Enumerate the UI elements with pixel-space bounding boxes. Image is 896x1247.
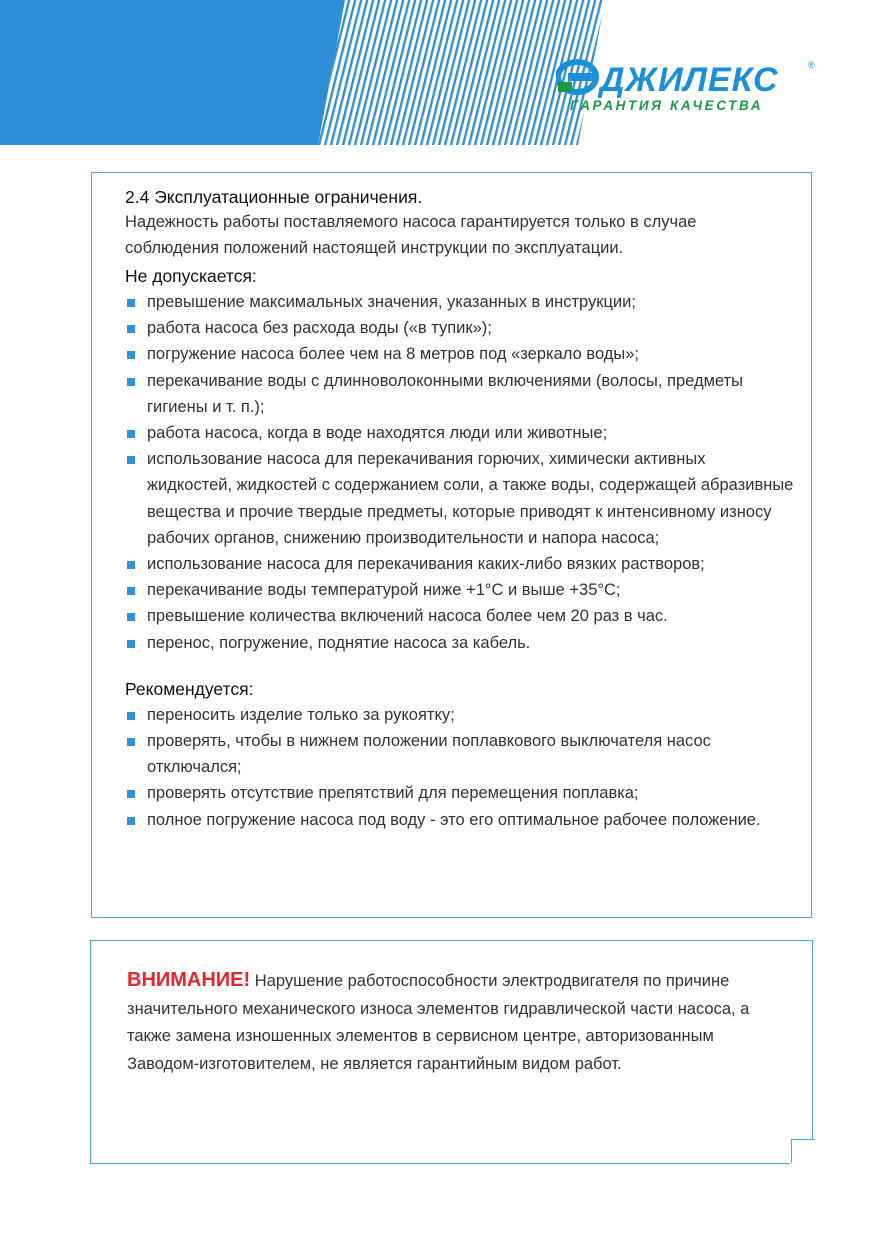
list-item-text: превышение количества включений насоса более чем 20 раз в час. [147, 607, 668, 626]
bullet-square-icon [127, 430, 135, 438]
bullet-square-icon [127, 712, 135, 720]
restrictions-box [91, 172, 812, 918]
registered-mark: ® [808, 60, 815, 70]
list-item-text: погружение насоса более чем на 8 метров под «зеркало воды»; [147, 345, 640, 364]
list-item [125, 551, 795, 577]
list-item [125, 630, 795, 656]
list-item [125, 315, 795, 341]
list-item [125, 446, 795, 551]
list-item [125, 289, 795, 315]
list-item-text: проверять, чтобы в нижнем положении поплавкового выключателя насос отключался; [147, 732, 711, 777]
bullet-square-icon [127, 456, 135, 464]
list-item-text: превышение максимальных значения, указанных в инструкции; [147, 293, 636, 311]
list-item [125, 702, 795, 728]
list-item-text: перекачивание воды температурой ниже +1°С и выше +35°С; [147, 581, 621, 600]
section-title: 2.4 Эксплуатационные ограничения. [125, 187, 423, 207]
bullet-square-icon [127, 738, 135, 746]
bullet-square-icon [127, 378, 135, 386]
list-item-text: перенос, погружение, поднятие насоса за кабель. [147, 633, 531, 652]
warning-label: ВНИМАНИЕ! [127, 969, 251, 991]
logo-tagline: ГАРАНТИЯ КАЧЕСТВА [570, 98, 764, 113]
dzhileks-logo [556, 58, 818, 122]
logo-name: ДЖИЛЕКС [600, 61, 779, 99]
page-header [0, 0, 896, 145]
list-item-text: работа насоса, когда в воде находятся люди или животные; [147, 424, 608, 443]
bullet-square-icon [127, 817, 135, 825]
bullet-square-icon [127, 299, 135, 307]
bullet-square-icon [127, 587, 135, 595]
section-intro: Надежность работы поставляемого насоса гарантируется только в случае соблюдения положений настоящей инструкции по эксплуатации. [125, 213, 697, 257]
list-item [125, 603, 795, 629]
recommended-list [125, 702, 795, 833]
warning-text: Нарушение работоспособности электродвигателя по причине значительного механического износа элементов гидравлической части насоса, а также замена изношенных элементов в сервисном центре, авторизованным Заводом-изготовителем, не является гарантийным видом работ. [127, 972, 750, 1073]
list-item-text: работа насоса без расхода воды («в тупик»); [147, 319, 492, 338]
list-item [125, 577, 795, 603]
list-item [125, 807, 795, 833]
list-item [125, 341, 795, 367]
list-item-text: переносить изделие только за рукоятку; [147, 705, 455, 724]
not-allowed-list [125, 289, 795, 656]
list-item [125, 728, 795, 780]
bullet-square-icon [127, 640, 135, 648]
box-corner-notch [790, 1139, 814, 1165]
list-item [125, 368, 795, 420]
warning-box [90, 940, 813, 1164]
bullet-square-icon [127, 790, 135, 798]
not-allowed-heading: Не допускается: [125, 266, 257, 286]
recommended-heading: Рекомендуется: [125, 678, 254, 699]
list-item-text: использование насоса для перекачивания каких-либо вязких растворов; [147, 555, 705, 574]
bullet-square-icon [127, 561, 135, 569]
dzhileks-logo-mark-icon [556, 58, 602, 96]
list-item-text: полное погружение насоса под воду - это его оптимальное рабочее положение. [147, 810, 761, 829]
list-item-text: использование насоса для перекачивания горючих, химически активных жидкостей, жидкостей с содержанием соли, а также воды, содержащей абразивные вещества и прочие твердые предметы, которые приводят к интенсивному износу рабочих органов, снижению производительности и напора насоса; [147, 450, 794, 547]
list-item [125, 420, 795, 446]
bullet-square-icon [127, 325, 135, 333]
bullet-square-icon [127, 613, 135, 621]
warning-paragraph [127, 967, 787, 1078]
list-item-text: проверять отсутствие препятствий для перемещения поплавка; [147, 784, 639, 803]
list-item [125, 780, 795, 806]
list-item-text: перекачивание воды с длинноволоконными включениями (волосы, предметы гигиены и т. п.); [147, 371, 743, 416]
bullet-square-icon [127, 351, 135, 359]
